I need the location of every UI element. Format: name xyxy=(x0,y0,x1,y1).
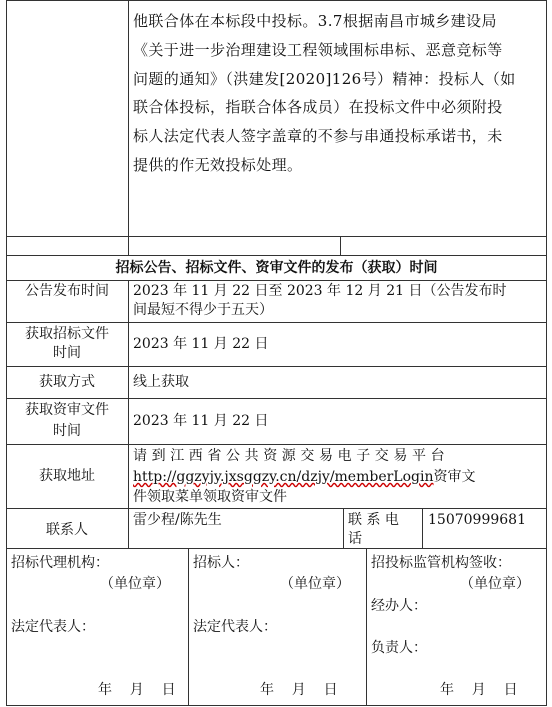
supervisor-title: 招投标监管机构签收： xyxy=(371,555,511,571)
tender-doc-time-label: 获取招标文件 xyxy=(25,326,109,342)
qual-doc-time-value: 2023 年 11 月 22 日 xyxy=(133,413,269,429)
table-border-right xyxy=(546,0,547,705)
supervisor-seal: （单位章） xyxy=(460,576,530,592)
phone-label-2: 话 xyxy=(348,531,362,547)
table-border-bottom xyxy=(6,705,547,706)
table-divider xyxy=(6,366,547,367)
address-line-3: 件领取菜单领取资审文件 xyxy=(133,489,287,505)
supervisor-responsible: 负责人： xyxy=(371,640,427,656)
phone-label: 联 系 电 xyxy=(348,512,399,528)
tenderer-seal: （单位章） xyxy=(280,576,350,592)
contact-label: 联系人 xyxy=(46,522,88,538)
paragraph-line: 标人法定代表人签字盖章的不参与串通投标承诺书，未 xyxy=(133,127,503,146)
section-title: 招标公告、招标文件、资审文件的发布（获取）时间 xyxy=(115,260,438,276)
agency-rep: 法定代表人： xyxy=(11,619,95,635)
paragraph-line: 问题的通知》（洪建发[2020]126号）精神：投标人（如 xyxy=(133,69,516,88)
tender-doc-time-label-2: 时间 xyxy=(53,345,81,361)
table-divider xyxy=(6,548,547,549)
table-divider xyxy=(188,548,189,705)
agency-date: 年 月 日 xyxy=(98,682,176,698)
table-divider xyxy=(343,508,344,548)
table-divider xyxy=(366,548,367,705)
paragraph-line: 联合体投标，指联合体各成员）在投标文件中必须附投 xyxy=(133,98,503,117)
agency-title: 招标代理机构： xyxy=(11,555,109,571)
tenderer-title: 招标人： xyxy=(193,555,249,571)
paragraph-line: 《关于进一步治理建设工程领域围标串标、恶意竞标等 xyxy=(133,40,503,59)
phone-value: 15070999681 xyxy=(428,512,526,528)
address-label: 获取地址 xyxy=(39,468,95,484)
method-label: 获取方式 xyxy=(39,374,95,390)
table-border-top xyxy=(6,0,547,1)
paragraph-line: 他联合体在本标段中投标。3.7根据南昌市城乡建设局 xyxy=(133,12,497,30)
contact-value: 雷少程/陈先生 xyxy=(133,512,222,528)
table-divider xyxy=(6,444,547,445)
table-divider xyxy=(422,508,423,548)
table-divider xyxy=(6,508,547,509)
paragraph-line: 提供的作无效投标处理。 xyxy=(133,155,303,174)
qual-doc-time-label-2: 时间 xyxy=(53,423,81,439)
agency-seal: （单位章） xyxy=(100,576,170,592)
table-divider xyxy=(6,280,547,281)
clause-paragraph xyxy=(133,7,543,180)
supervisor-handler: 经办人： xyxy=(371,598,427,614)
table-divider xyxy=(6,255,547,256)
qual-doc-time-label: 获取资审文件 xyxy=(25,402,109,418)
notice-time-value: 2023 年 11 月 22 日至 2023 年 12 月 21 日（公告发布时 xyxy=(133,283,507,299)
platform-link[interactable]: http://ggzyjy.jxsggzy.cn/dzjy/memberLogin xyxy=(133,469,434,485)
address-suffix: 资审文 xyxy=(433,469,476,485)
address-value: 请到江西省公共资源交易电子交易平台 xyxy=(133,448,450,464)
method-value: 线上获取 xyxy=(133,374,189,390)
tenderer-date: 年 月 日 xyxy=(260,682,338,698)
table-divider xyxy=(128,0,129,255)
tender-doc-time-value: 2023 年 11 月 22 日 xyxy=(133,336,269,352)
table-divider xyxy=(340,236,341,255)
table-divider xyxy=(6,236,547,237)
tenderer-rep: 法定代表人： xyxy=(193,619,277,635)
notice-time-label: 公告发布时间 xyxy=(25,283,109,299)
table-divider xyxy=(6,322,547,323)
address-line-2 xyxy=(133,469,476,486)
notice-time-note: 间最短不得少于五天） xyxy=(133,302,273,318)
supervisor-date: 年 月 日 xyxy=(440,682,518,698)
table-divider xyxy=(6,398,547,399)
